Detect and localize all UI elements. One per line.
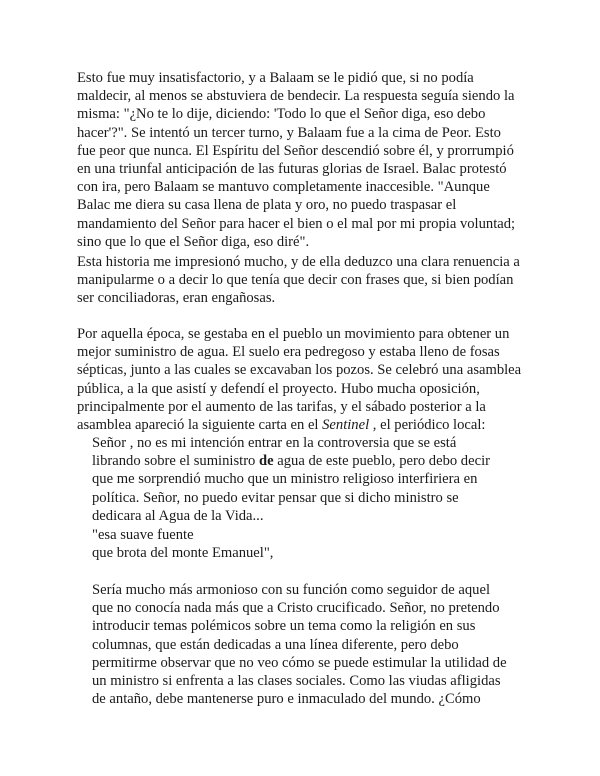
text-line (92, 452, 522, 470)
text-line: sépticas, junto a las cuales se excavaban los pozos. Se celebró una asamblea (77, 362, 522, 379)
text-line: de antaño, debe mantenerse puro e inmaculado del mundo. ¿Cómo (92, 691, 481, 708)
text-line: misma: "¿No te lo dije, diciendo: 'Todo lo que el Señor diga, eso debo (77, 106, 486, 123)
verse-line: que brota del monte Emanuel", (92, 545, 274, 562)
text-line: sino que lo que el Señor diga, eso diré". (77, 233, 310, 250)
text-line: maldecir, al menos se abstuviera de bendecir. La respuesta seguía siendo la (77, 88, 515, 105)
text-line: Por aquella época, se gestaba en el pueblo un movimiento para obtener un (77, 326, 510, 342)
text-line: Balac me diera su casa llena de plata y oro, no puedo traspasar el (77, 197, 457, 214)
letter-quote-continuation (92, 581, 522, 708)
text-line: Sería mucho más armonioso con su función como seguidor de aquel (92, 582, 490, 598)
text-line: dedicara al Agua de la Vida... (92, 507, 264, 524)
paragraph-impression (77, 253, 532, 308)
text-line: ser conciliadoras, eran engañosas. (77, 290, 276, 307)
verse-line: "esa suave fuente (92, 527, 194, 543)
text-line: que no conocía nada más que a Cristo crucificado. Señor, no pretendo (92, 600, 500, 617)
text-segment: librando sobre el suministro (92, 453, 259, 470)
text-line: Señor , no es mi intención entrar en la controversia que se está (92, 435, 457, 451)
text-line: introducir temas polémicos sobre un tema como la religión en sus (92, 618, 476, 635)
text-line: manipularme o a decir lo que tenía que decir con frases que, si bien podían (77, 272, 514, 289)
text-line: columnas, que están dedicadas a una línea diferente, pero debo (92, 636, 459, 653)
text-line-last (77, 416, 532, 434)
text-line: hacer'?". Se intentó un tercer turno, y Balaam fue a la cima de Peor. Esto (77, 124, 501, 141)
text-line: Esto fue muy insatisfactorio, y a Balaam se le pidió que, si no podía (77, 70, 474, 86)
text-line: mejor suministro de agua. El suelo era pedregoso y estaba lleno de fosas (77, 344, 500, 361)
text-line: pública, a la que asistí y defendí el proyecto. Hubo mucha oposición, (77, 380, 480, 397)
paragraph-balaam (77, 69, 532, 251)
text-segment: asamblea apareció la siguiente carta en el (77, 417, 323, 434)
letter-quote-opening (92, 434, 522, 525)
text-line: en una triunfal anticipación de las futuras glorias de Israel. Balac protestó (77, 161, 507, 178)
letter-quote-verse (92, 526, 522, 562)
text-line: mandamiento del Señor para hacer el bien o el mal por mi propia voluntad; (77, 215, 516, 232)
text-segment: , el periódico local: (369, 417, 486, 434)
text-line: con ira, pero Balaam se mantuvo completamente inaccesible. "Aunque (77, 179, 490, 196)
text-segment: agua de este pueblo, pero debo decir (273, 453, 490, 470)
text-line: un ministro si enfrenta a las clases sociales. Como las viudas afligidas (92, 673, 501, 690)
text-line: permitirme observar que no veo cómo se puede estimular la utilidad de (92, 654, 507, 671)
newspaper-name: Sentinel (322, 417, 370, 434)
paragraph-water-supply (77, 325, 532, 434)
text-line: Esta historia me impresionó mucho, y de ella deduzco una clara renuencia a (77, 254, 520, 270)
text-line: fue peor que nunca. El Espíritu del Señor descendió sobre él, y prorrumpió (77, 142, 514, 159)
text-line: política. Señor, no puedo evitar pensar que si dicho ministro se (92, 489, 459, 506)
bold-word: de (259, 453, 274, 470)
text-line: que me sorprendió mucho que un ministro religioso interfiriera en (92, 471, 478, 488)
text-line: principalmente por el aumento de las tarifas, y el sábado posterior a la (77, 398, 486, 415)
